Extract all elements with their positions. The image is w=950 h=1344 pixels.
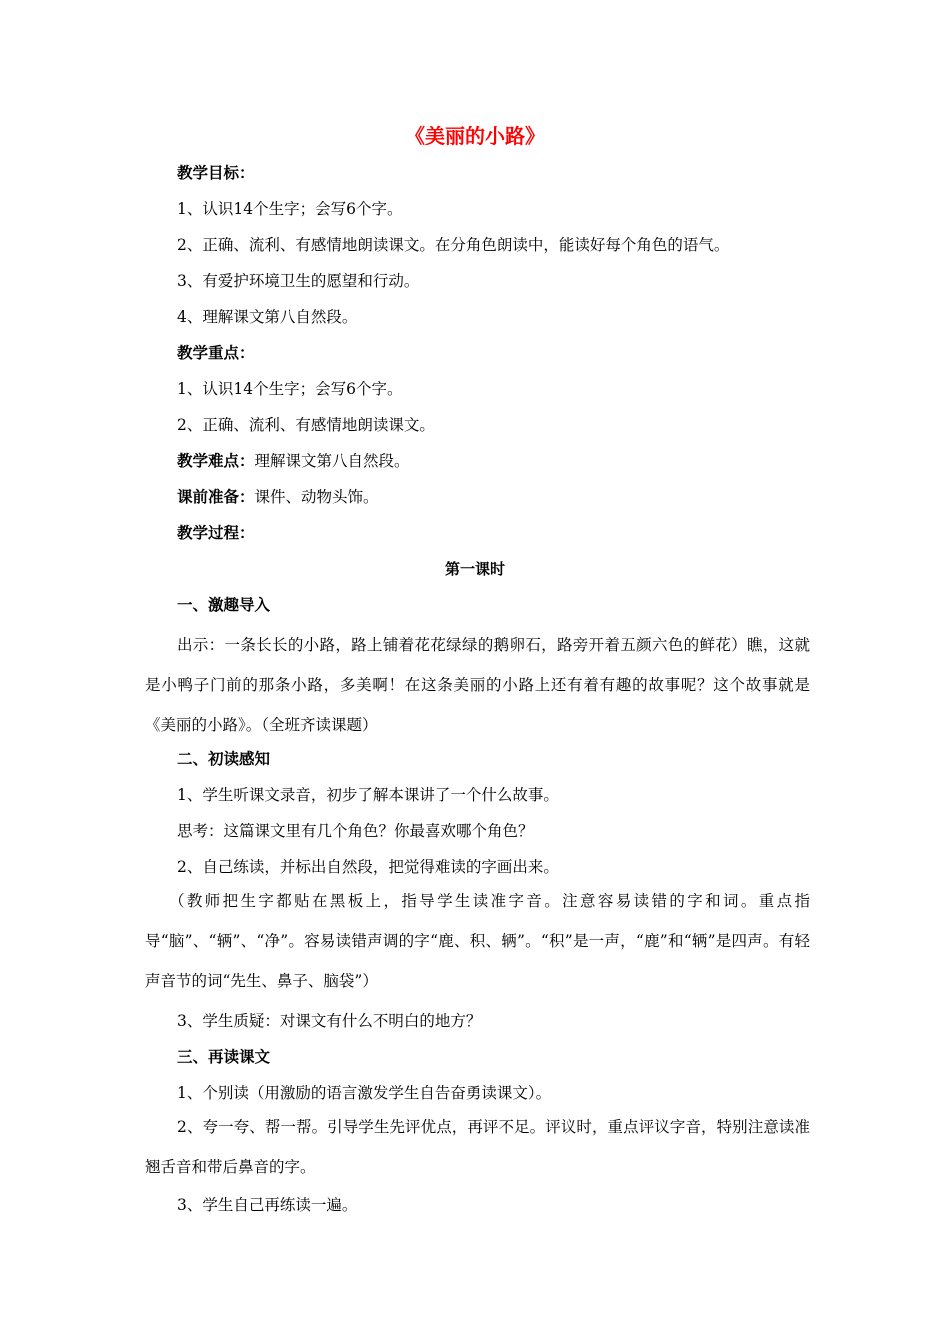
preparation-line [177,486,379,508]
goals-heading: 教学目标： [177,164,255,182]
goal-item-1: 1、认识14个生字；会写6个字。 [177,200,403,218]
section3-paragraph: 2、夸一夸、帮一帮。引导学生先评优点，再评不足。评议时，重点评议字音，特别注意读准翘舌音和带后鼻音的字。 [145,1118,810,1176]
section3-line2: 3、学生自己再练读一遍。 [177,1196,358,1214]
section1-paragraph: 出示：一条长长的小路，路上铺着花花绿绿的鹅卵石，路旁开着五颜六色的鲜花）瞧，这就是小鸭子门前的那条小路，多美啊！在这条美丽的小路上还有着有趣的故事呢？这个故事就是《美丽的小路》。（全班齐读课题） [145,636,810,734]
section2-line4: 3、学生质疑：对课文有什么不明白的地方？ [177,1012,482,1030]
process-heading: 教学过程： [177,524,255,542]
section3-heading: 三、再读课文 [177,1048,271,1066]
section3-line1: 1、个别读（用激励的语言激发学生自告奋勇读课文）。 [177,1084,552,1102]
goal-item-2: 2、正确、流利、有感情地朗读课文。在分角色朗读中，能读好每个角色的语气。 [177,236,730,254]
key-point-item-1: 1、认识14个生字；会写6个字。 [177,380,403,398]
section2-heading: 二、初读感知 [177,750,271,768]
section2-line3: 2、自己练读，并标出自然段，把觉得难读的字画出来。 [177,858,559,876]
goal-item-4: 4、理解课文第八自然段。 [177,308,358,326]
section2-line2: 思考：这篇课文里有几个角色？你最喜欢哪个角色？ [177,822,534,840]
difficulty-label: 教学难点： [177,452,255,470]
difficulty-text: 理解课文第八自然段。 [254,452,410,470]
document-title: 《美丽的小路》 [405,124,545,148]
lesson-title: 第一课时 [444,560,505,578]
section2-line1: 1、学生听课文录音，初步了解本课讲了一个什么故事。 [177,786,559,804]
section2-paragraph: （教师把生字都贴在黑板上，指导学生读准字音。注意容易读错的字和词。重点指导“脑”、“辆”、“净”。容易读错声调的字“鹿、积、辆”。“积”是一声，“鹿”和“辆”是四声。有轻声音节的词“先生、鼻子、脑袋”） [145,892,810,990]
key-points-heading: 教学重点： [177,344,255,362]
goal-item-3: 3、有爱护环境卫生的愿望和行动。 [177,272,420,290]
preparation-label: 课前准备： [177,488,255,506]
key-point-item-2: 2、正确、流利、有感情地朗读课文。 [177,416,435,434]
section1-heading: 一、激趣导入 [177,596,271,614]
difficulty-line [177,450,410,472]
preparation-text: 课件、动物头饰。 [254,488,379,506]
